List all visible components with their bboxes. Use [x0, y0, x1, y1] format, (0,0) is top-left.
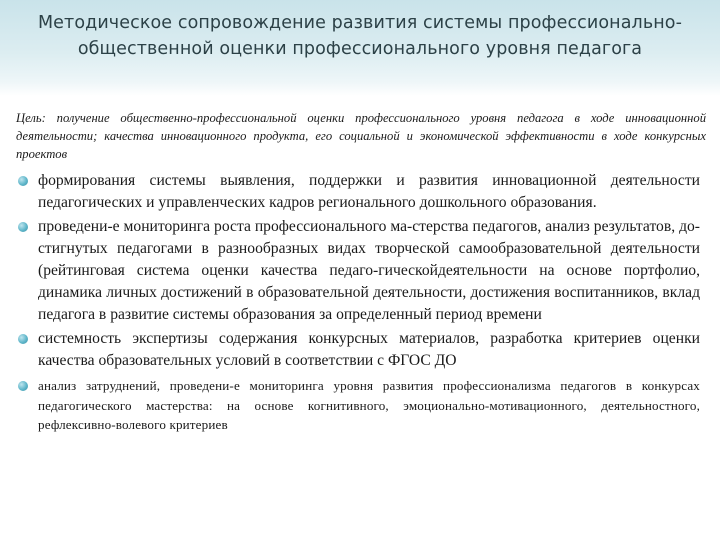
bullet-text: анализ затруднений, проведени-е мониторинга уровня развития профессионализма педагогов в конкурсах педагогического мастерства: на основе когнитивного, эмоционально-мотивационного, деятельностного, рефлексивно-волевого критериев — [38, 378, 700, 432]
bullet-item — [16, 376, 700, 435]
slide-title: Методическое сопровождение развития системы профессионально-общественной оценки профессионального уровня педагога — [37, 13, 683, 59]
bullet-text: формирования системы выявления, поддержки и развития инновационной деятельности педагогических и управленческих кадров регионального дошкольного образования. — [38, 172, 700, 211]
bullet-text: системность экспертизы содержания конкурсных материалов, разработка критериев оценки качества образовательных условий в соответствии с ФГОС ДО — [38, 330, 700, 369]
bullet-item — [16, 216, 700, 326]
bullet-list — [16, 170, 700, 437]
goal-text: Цель: получение общественно-профессиональной оценки профессионального уровня педагога в ходе инновационной деятельности; качества инновационного продукта, его социальной и экономической эффективности в ходе конкурсных проектов — [16, 111, 706, 161]
bullet-dot-icon — [18, 381, 28, 391]
bullet-text: проведени-е мониторинга роста профессионального ма-стерства педагогов, анализ результатов, до-стигнутых педагогами в разнообразных видах творческой самообразовательной деятельности (рейтинговая система оценки качества педаго-гическойдеятельности на основе портфолио, динамика личных достижений в образовательной деятельности, достижения воспитанников, вклад педагога в развитие системы образования за определенный период времени — [38, 218, 700, 323]
bullet-item — [16, 328, 700, 372]
bullet-dot-icon — [18, 176, 28, 186]
bullet-item — [16, 170, 700, 214]
bullet-dot-icon — [18, 222, 28, 232]
bullet-dot-icon — [18, 334, 28, 344]
